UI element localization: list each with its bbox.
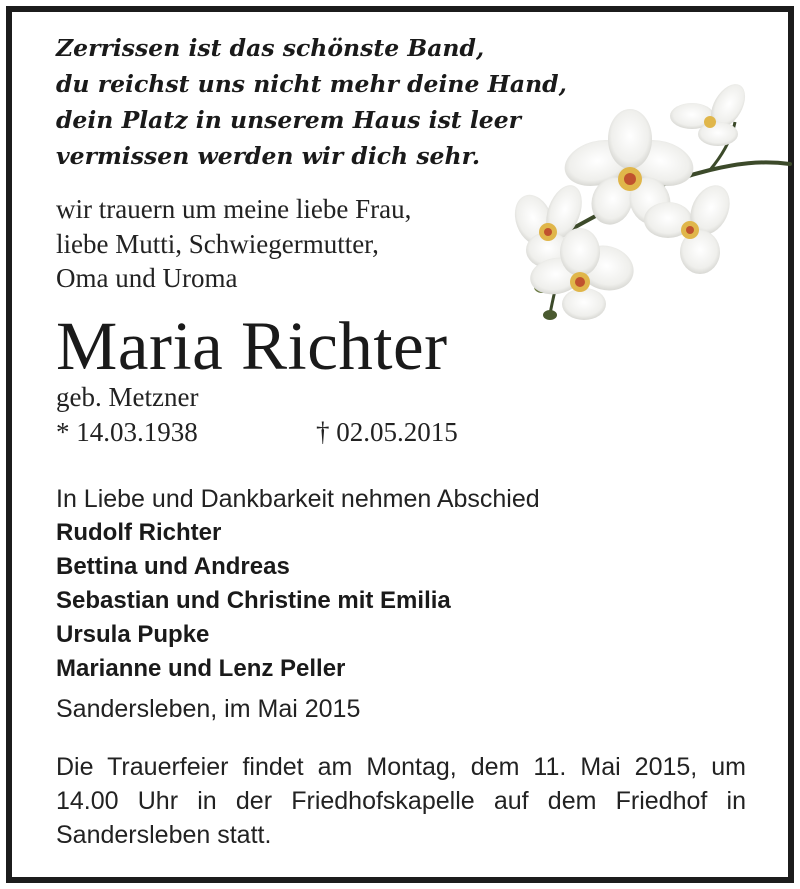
birth-date: * 14.03.1938 <box>56 417 198 447</box>
memorial-poem <box>56 30 576 174</box>
ceremony-details: Die Trauerfeier findet am Montag, dem 11. Mai 2015, um 14.00 Uhr in der Friedhofskapelle auf dem Friedhof in Sandersleben statt. <box>56 753 746 849</box>
poem-line: Zerrissen ist das schönste Band, <box>56 34 485 62</box>
birth-name: geb. Metzner <box>56 382 199 412</box>
mourner-name: Ursula Pupke <box>56 621 210 648</box>
intro-text <box>56 192 516 296</box>
mourner-name: Rudolf Richter <box>56 519 222 546</box>
mourner-name: Marianne und Lenz Peller <box>56 655 346 682</box>
mourner-name: Bettina und Andreas <box>56 553 290 580</box>
death-date: † 02.05.2015 <box>316 417 458 447</box>
intro-line: liebe Mutti, Schwiegermutter, <box>56 228 379 259</box>
place-date: Sandersleben, im Mai 2015 <box>56 695 361 723</box>
orchid-icon <box>510 82 795 327</box>
intro-line: Oma und Uroma <box>56 263 238 293</box>
mourner-name: Sebastian und Christine mit Emilia <box>56 587 451 614</box>
mourners-list <box>56 516 451 686</box>
poem-line: du reichst uns nicht mehr deine Hand, <box>56 70 567 98</box>
deceased-name: Maria Richter <box>56 308 448 384</box>
poem-line: vermissen werden wir dich sehr. <box>56 142 480 170</box>
farewell-line: In Liebe und Dankbarkeit nehmen Abschied <box>56 485 540 513</box>
poem-line: dein Platz in unserem Haus ist leer <box>56 106 522 134</box>
intro-line: wir trauern um meine liebe Frau, <box>56 194 412 224</box>
